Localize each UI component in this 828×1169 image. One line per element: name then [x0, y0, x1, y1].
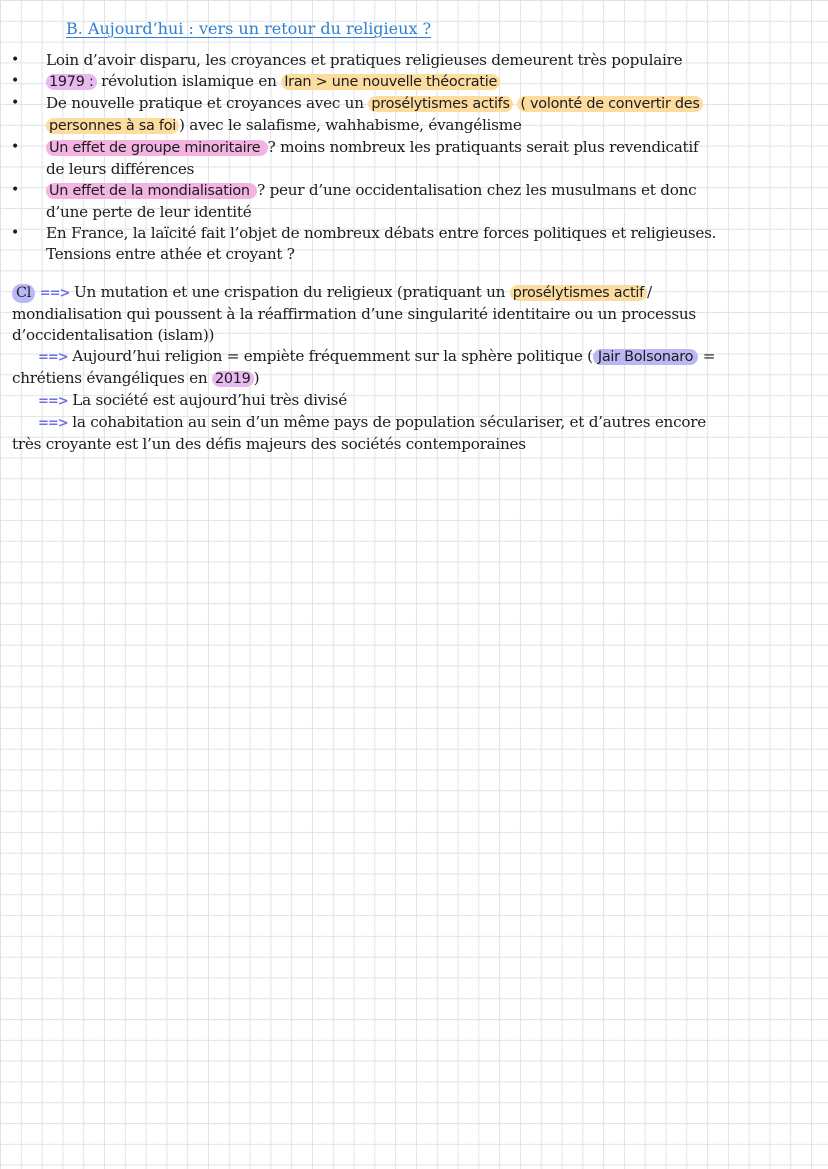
arrow-icon: ==>	[38, 350, 68, 365]
bullet-text: De nouvelle pratique et croyances avec un	[46, 94, 369, 112]
conclusion-block: Cl ==> Un mutation et une crispation du religieux (pratiquant un prosélytismes actif / mondialisation qui poussent à la réaffirmation d’une singularité identitaire ou un processus d’occidentalisation (islam)) ==> Aujourd’hui religion = empiète fréquemment sur la sphère politique ( Jair Bolsonaro = chrétiens évangéliques en 2019 ) ==> La société est aujourd’hui très divisé ==> la cohabitation au sein d’un même pays de population séculariser, et d’autres encore très croyante est l’un des défis majeurs des sociétés contemporaines	[12, 283, 716, 453]
bullet-dot: •	[11, 225, 20, 241]
highlight-proselytisme: prosélytismes actifs	[368, 96, 512, 112]
section-heading: B. Aujourd’hui : vers un retour du religieux ?	[66, 19, 432, 38]
bullet-text: Loin d’avoir disparu, les croyances et pratiques religieuses demeurent très populaire	[46, 51, 683, 69]
bullet-dot: •	[11, 139, 20, 155]
bullet-text: de leurs différences	[46, 160, 195, 178]
bullet-item-1	[0, 50, 828, 71]
bullet-text: Tensions entre athée et croyant ?	[46, 245, 295, 263]
arrow-icon: ==>	[39, 286, 70, 301]
conclusion-badge: Cl	[12, 284, 35, 303]
bullet-text: En France, la laïcité fait l’objet de nombreux débats entre forces politiques et religieuses.	[46, 224, 717, 242]
bullet-item-2	[0, 71, 828, 93]
highlight-iran: Iran > une nouvelle théocratie	[281, 74, 500, 90]
bullet-text: ) avec le salafisme, wahhabisme, évangélisme	[179, 116, 522, 134]
bullet-text: d’une perte de leur identité	[46, 203, 252, 221]
arrow-icon: ==>	[38, 416, 68, 431]
bullet-dot: •	[11, 182, 20, 198]
bullet-dot: •	[11, 95, 20, 111]
bullet-list	[0, 50, 828, 265]
highlight-foi: personnes à sa foi	[46, 118, 179, 134]
bullet-dot: •	[11, 52, 20, 68]
arrow-icon: ==>	[38, 394, 68, 409]
bullet-dot: •	[11, 73, 20, 89]
bullet-text: ? peur d’une occidentalisation chez les musulmans et donc	[257, 181, 697, 199]
highlight-convertir: ( volonté de convertir des	[517, 96, 702, 112]
highlight-bolsonaro: Jair Bolsonaro	[593, 349, 698, 365]
highlight-proselytisme-actif: prosélytismes actif	[510, 285, 647, 301]
highlight-year: 1979 :	[46, 74, 97, 90]
highlight-2019: 2019	[212, 371, 254, 387]
bullet-item-4	[0, 137, 828, 180]
bullet-item-5	[0, 180, 828, 223]
bullet-item-6	[0, 223, 828, 265]
bullet-text: révolution islamique en	[96, 72, 282, 90]
bullet-item-3	[0, 93, 828, 137]
highlight-mondialisation: Un effet de la mondialisation	[46, 183, 257, 199]
bullet-text: ? moins nombreux les pratiquants serait plus revendicatif	[267, 138, 699, 156]
highlight-groupe-minoritaire: Un effet de groupe minoritaire	[46, 140, 268, 156]
